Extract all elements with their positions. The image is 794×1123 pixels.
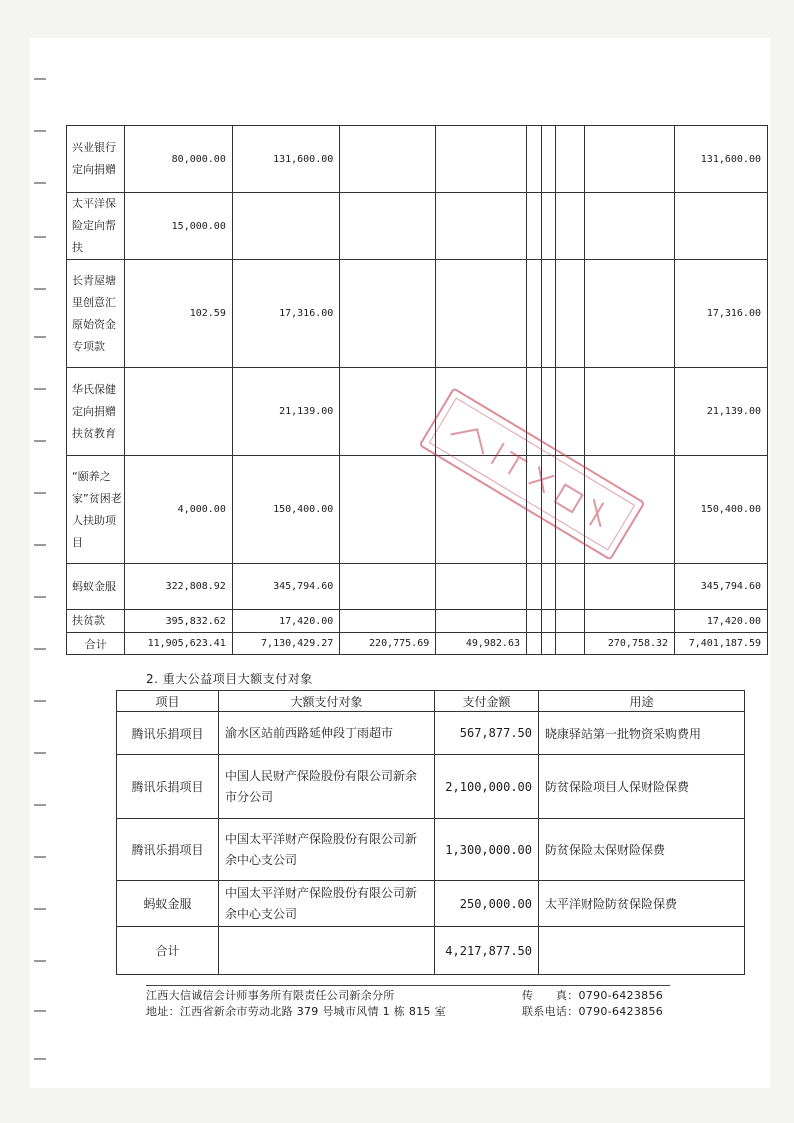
total-value-c4: 49,982.63 [436,633,527,655]
total-value-c3: 220,775.69 [340,633,436,655]
row-value-c5 [527,126,542,193]
row-value-c9: 17,420.00 [675,610,768,633]
row-value-c9: 17,316.00 [675,260,768,368]
row-value-c7 [556,368,585,456]
margin-mark [34,804,46,806]
header-amount: 支付金额 [435,691,539,712]
row-value-c4 [436,126,527,193]
row-item-name: 扶贫款 [67,610,125,633]
cell-amount: 567,877.50 [435,712,539,755]
margin-mark [34,1010,46,1012]
row-value-c1: 395,832.62 [125,610,232,633]
row-value-c1: 80,000.00 [125,126,232,193]
row-item-name: 长青屋塘里创意汇原始资金专项款 [67,260,125,368]
row-value-c9: 150,400.00 [675,456,768,564]
row-item-name: 太平洋保险定向帮扶 [67,193,125,260]
row-value-c5 [527,610,542,633]
cell-amount: 1,300,000.00 [435,819,539,881]
cell-project: 腾讯乐捐项目 [117,755,219,819]
margin-mark [34,288,46,290]
row-value-c3 [340,260,436,368]
footer-fax: 传 真：0790-6423856 [522,989,664,1002]
margin-mark [34,130,46,132]
total-value-c5 [527,633,542,655]
row-value-c2: 345,794.60 [232,564,339,610]
margin-mark [34,78,46,80]
margin-mark [34,908,46,910]
row-value-c9: 345,794.60 [675,564,768,610]
cell-project: 蚂蚁金服 [117,881,219,927]
total-value-c7 [556,633,585,655]
row-value-c8 [585,126,675,193]
row-value-c2: 21,139.00 [232,368,339,456]
table-row [67,126,768,193]
total-payee-empty [219,927,435,975]
total-label: 合计 [117,927,219,975]
row-value-c4 [436,610,527,633]
table-row [67,260,768,368]
margin-mark [34,752,46,754]
row-value-c8 [585,610,675,633]
cell-payee: 中国太平洋财产保险股份有限公司新余中心支公司 [219,819,435,881]
table-row [67,564,768,610]
margin-mark [34,1058,46,1060]
total-value-c1: 11,905,623.41 [125,633,232,655]
table-row [67,368,768,456]
cell-purpose: 防贫保险项目人保财险保费 [539,755,745,819]
row-value-c8 [585,564,675,610]
row-value-c9 [675,193,768,260]
cell-project: 腾讯乐捐项目 [117,712,219,755]
row-value-c8 [585,368,675,456]
footer-divider [146,985,670,986]
footer-firm-name: 江西大信诚信会计师事务所有限责任公司新余分所 [146,989,395,1002]
row-item-name: 蚂蚁金服 [67,564,125,610]
row-value-c4 [436,193,527,260]
table-row [117,755,745,819]
row-value-c5 [527,260,542,368]
cell-payee: 中国太平洋财产保险股份有限公司新余中心支公司 [219,881,435,927]
total-row [117,927,745,975]
total-value-c8: 270,758.32 [585,633,675,655]
row-value-c1: 15,000.00 [125,193,232,260]
row-value-c9: 131,600.00 [675,126,768,193]
row-item-name: “颐养之家”贫困老人扶助项目 [67,456,125,564]
footer-phone: 联系电话：0790-6423856 [522,1005,664,1018]
margin-mark [34,596,46,598]
cell-project: 腾讯乐捐项目 [117,819,219,881]
row-value-c1 [125,368,232,456]
total-purpose-empty [539,927,745,975]
row-value-c1: 322,808.92 [125,564,232,610]
total-row [67,633,768,655]
fund-detail-table [66,125,768,655]
total-value-c6 [541,633,556,655]
row-value-c3 [340,126,436,193]
row-item-name: 兴业银行定向捐赠 [67,126,125,193]
row-value-c7 [556,260,585,368]
row-value-c4 [436,564,527,610]
row-value-c2: 17,420.00 [232,610,339,633]
cell-payee: 中国人民财产保险股份有限公司新余市分公司 [219,755,435,819]
cell-purpose: 太平洋财险防贫保险保费 [539,881,745,927]
margin-mark [34,492,46,494]
table-row [117,881,745,927]
footer-address: 地址：江西省新余市劳动北路 379 号城市风情 1 栋 815 室 [146,1005,446,1018]
row-value-c6 [541,564,556,610]
row-value-c2 [232,193,339,260]
row-value-c9: 21,139.00 [675,368,768,456]
row-value-c7 [556,193,585,260]
header-project: 项目 [117,691,219,712]
margin-mark [34,236,46,238]
cell-purpose: 防贫保险太保财险保费 [539,819,745,881]
table-row [67,610,768,633]
margin-mark [34,544,46,546]
row-value-c6 [541,193,556,260]
row-value-c6 [541,260,556,368]
row-value-c3 [340,193,436,260]
margin-mark [34,336,46,338]
row-value-c6 [541,610,556,633]
table-row [67,456,768,564]
cell-payee: 渝水区站前西路延伸段丁雨超市 [219,712,435,755]
section-title: 2. 重大公益项目大额支付对象 [146,672,313,686]
table-row [67,193,768,260]
row-value-c5 [527,564,542,610]
header-payee: 大额支付对象 [219,691,435,712]
header-purpose: 用途 [539,691,745,712]
row-value-c1: 4,000.00 [125,456,232,564]
row-value-c4 [436,260,527,368]
margin-mark [34,648,46,650]
row-value-c2: 17,316.00 [232,260,339,368]
margin-mark [34,388,46,390]
row-value-c3 [340,564,436,610]
total-value-c9: 7,401,187.59 [675,633,768,655]
row-value-c2: 131,600.00 [232,126,339,193]
margin-mark [34,440,46,442]
margin-mark [34,182,46,184]
row-value-c1: 102.59 [125,260,232,368]
row-value-c8 [585,260,675,368]
table-row [117,712,745,755]
row-value-c2: 150,400.00 [232,456,339,564]
table-row [117,819,745,881]
total-amount: 4,217,877.50 [435,927,539,975]
total-value-c2: 7,130,429.27 [232,633,339,655]
row-value-c6 [541,126,556,193]
row-value-c3 [340,456,436,564]
cell-amount: 2,100,000.00 [435,755,539,819]
cell-purpose: 晓康驿站第一批物资采购费用 [539,712,745,755]
row-value-c7 [556,564,585,610]
row-value-c7 [556,126,585,193]
row-value-c3 [340,610,436,633]
row-value-c7 [556,610,585,633]
total-label: 合计 [67,633,125,655]
row-value-c5 [527,193,542,260]
row-item-name: 华氏保健定向捐赠扶贫教育 [67,368,125,456]
large-payment-table [116,690,745,975]
margin-mark [34,700,46,702]
row-value-c8 [585,193,675,260]
margin-mark [34,856,46,858]
margin-mark [34,960,46,962]
cell-amount: 250,000.00 [435,881,539,927]
